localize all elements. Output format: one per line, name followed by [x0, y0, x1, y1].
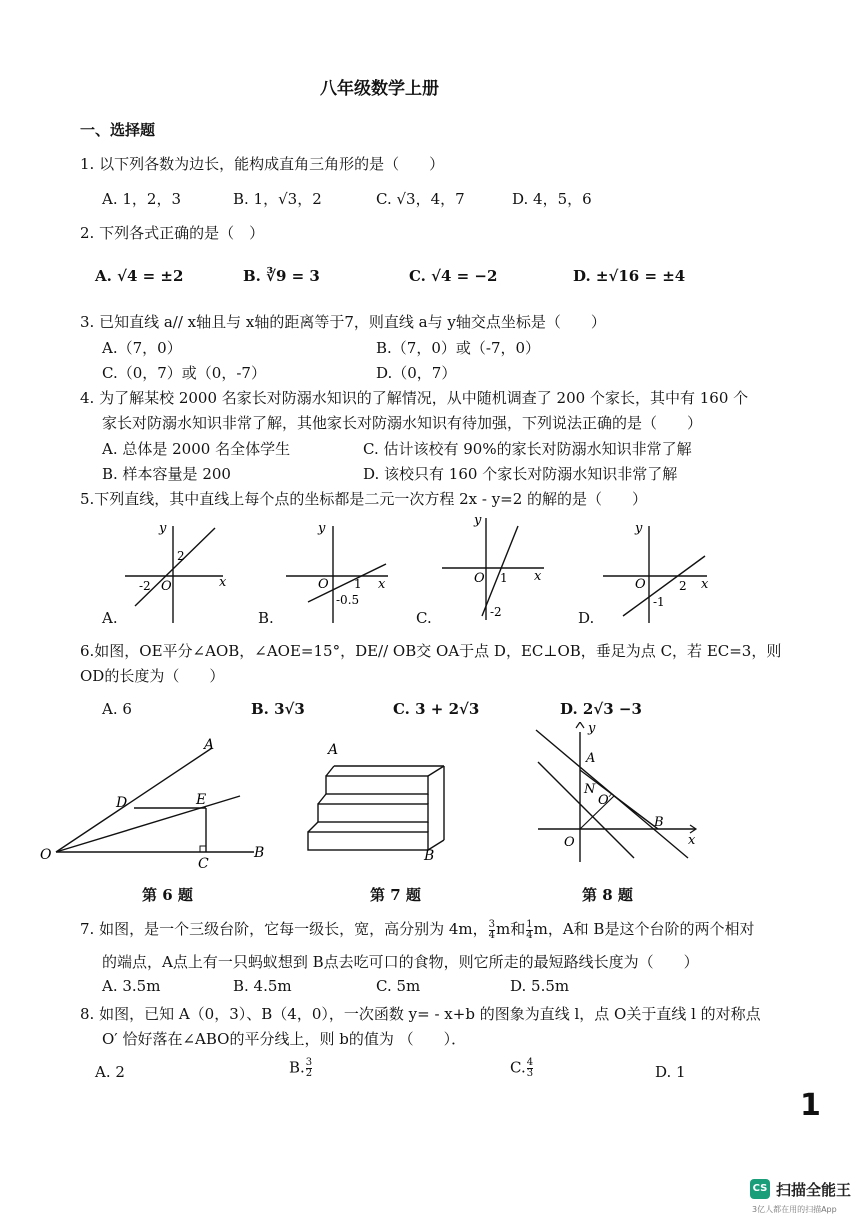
q2-option-b: B. ∛9 = 3	[243, 267, 320, 285]
fig6-label-b: B	[254, 845, 265, 861]
camscanner-logo-subtitle: 3亿人都在用的扫描App	[752, 1205, 837, 1214]
q4-option-b: B. 样本容量是 200	[102, 465, 231, 483]
graph-c-y-label: y	[474, 513, 482, 528]
graph-b-y-label: y	[318, 521, 326, 536]
question-4-stem-line1: 4. 为了解某校 2000 名家长对防溺水知识的了解情况，从中随机调查了 200 个家长，其中有 160 个	[80, 389, 749, 407]
q1-option-d: D. 4，5，6	[512, 190, 592, 208]
q7-option-d: D. 5.5m	[510, 977, 570, 995]
question-6-stem-line2: OD的长度为（ ）	[80, 667, 225, 685]
q7-frac1-num: 3	[488, 918, 495, 930]
q3-option-c: C.（0，7）或（0，-7）	[102, 364, 266, 382]
q1-option-c: C. √3，4，7	[376, 190, 465, 208]
q7-frac2-den: 4	[526, 929, 533, 941]
fig6-label-e: E	[196, 792, 207, 808]
q5-option-a: A.	[102, 609, 118, 627]
figure-8	[530, 722, 710, 872]
graph-c-origin: O	[474, 571, 485, 586]
q2-option-d: D. ±√16 = ±4	[573, 267, 686, 285]
figure-6	[36, 733, 276, 873]
figure-7	[300, 738, 460, 868]
question-5-stem: 5.下列直线，其中直线上每个点的坐标都是二元一次方程 2x - y=2 的解的是（ ）	[80, 490, 648, 508]
question-8-stem-line2: O′ 恰好落在∠ABO的平分线上，则 b的值为 （ ）．	[102, 1030, 467, 1048]
graph-a-x-label: x	[219, 575, 227, 590]
fig6-label-d: D	[116, 795, 128, 811]
q2-option-c: C. √4 = −2	[409, 267, 498, 285]
q7-option-b: B. 4.5m	[233, 977, 292, 995]
q5-graph-a	[115, 518, 235, 628]
fig8-label-x: x	[688, 833, 696, 848]
fig7-label-a: A	[328, 742, 339, 758]
graph-b-label-neg05: -0.5	[336, 593, 360, 607]
question-2-stem: 2. 下列各式正确的是（ ）	[80, 224, 265, 242]
q5-option-c: C.	[416, 609, 432, 627]
q7-frac1-den: 4	[488, 929, 495, 941]
q8-option-c-label: C.	[510, 1058, 526, 1077]
q7-fraction-1-4	[526, 920, 532, 941]
figure-8-caption: 第 8 题	[582, 886, 633, 904]
graph-b-x-label: x	[378, 577, 386, 592]
q6-option-d: D. 2√3 −3	[560, 700, 642, 718]
q1-option-b: B. 1，√3，2	[233, 190, 322, 208]
q7-option-c: C. 5m	[376, 977, 421, 995]
graph-d-origin: O	[635, 577, 646, 592]
fig8-label-b: B	[654, 815, 664, 830]
graph-d-x-label: x	[701, 577, 709, 592]
graph-d-y-label: y	[635, 521, 643, 536]
q6-option-c: C. 3 + 2√3	[393, 700, 480, 718]
q8-fraction-4-3	[527, 1058, 533, 1079]
q7-fraction-3-4	[489, 920, 495, 941]
q4-option-c: C. 估计该校有 90%的家长对防溺水知识非常了解	[363, 440, 692, 458]
q7-option-a: A. 3.5m	[102, 977, 161, 995]
q7-frac2-num: 1	[526, 918, 533, 930]
q3-option-b: B.（7，0）或（-7，0）	[376, 339, 541, 357]
figure-7-caption: 第 7 题	[370, 886, 421, 904]
q7-stem-part1: 7. 如图，是一个三级台阶，它每一级长，宽，高分别为 4m，	[80, 920, 488, 938]
fig7-label-b: B	[424, 848, 435, 864]
graph-a-origin: O	[161, 579, 172, 594]
q3-option-d: D.（0，7）	[376, 364, 457, 382]
q1-option-a: A. 1，2，3	[102, 190, 181, 208]
q8-c-den: 3	[526, 1068, 534, 1079]
question-1-stem: 1. 以下列各数为边长，能构成直角三角形的是（ ）	[80, 155, 445, 173]
q5-option-b: B.	[258, 609, 274, 627]
graph-a-label-neg2: -2	[139, 579, 151, 593]
question-4-stem-line2: 家长对防溺水知识非常了解，其他家长对防溺水知识有待加强，下列说法正确的是（ ）	[102, 414, 703, 432]
fig8-label-oprime: O′	[598, 793, 612, 808]
q8-fraction-3-2	[306, 1058, 312, 1079]
q5-option-d: D.	[578, 609, 595, 627]
page-number-mark: 1	[800, 1088, 821, 1123]
fig8-label-a: A	[586, 751, 596, 766]
fig8-label-o: O	[564, 835, 575, 850]
q8-c-num: 4	[526, 1057, 534, 1068]
q8-option-c	[510, 1058, 534, 1079]
q7-stem-part2: m和	[496, 920, 526, 938]
graph-b-label-1: 1	[354, 577, 362, 591]
graph-d-label-2: 2	[679, 579, 687, 593]
graph-d-label-neg1: -1	[653, 595, 665, 609]
question-7-stem-line1	[80, 918, 754, 941]
graph-c-x-label: x	[534, 569, 542, 584]
q5-graph-d	[597, 518, 717, 628]
fig8-label-n: N	[584, 782, 596, 797]
section-heading: 一、选择题	[80, 121, 156, 139]
figure-6-caption: 第 6 题	[142, 886, 193, 904]
q2-option-a: A. √4 = ±2	[95, 267, 184, 285]
q8-option-b	[289, 1058, 313, 1079]
question-6-stem-line1: 6.如图，OE平分∠AOB，∠AOE=15°，DE// OB交 OA于点 D，EC⊥OB，垂足为点 C，若 EC=3，则	[80, 642, 782, 660]
fig8-label-y: y	[588, 722, 596, 736]
graph-a-y-label: y	[159, 521, 167, 536]
q8-b-den: 2	[305, 1068, 313, 1079]
q3-option-a: A.（7，0）	[102, 339, 182, 357]
graph-b-origin: O	[318, 577, 329, 592]
graph-a-label-2: 2	[177, 549, 185, 563]
graph-c-label-neg2: -2	[490, 605, 502, 619]
question-3-stem: 3. 已知直线 a// x轴且与 x轴的距离等于7，则直线 a与 y轴交点坐标是（ ）	[80, 313, 606, 331]
q7-stem-part3: m，A和 B是这个台阶的两个相对	[533, 920, 755, 938]
question-7-stem-line2: 的端点，A点上有一只蚂蚁想到 B点去吃可口的食物，则它所走的最短路线长度为（ ）	[102, 953, 699, 971]
q8-option-a: A. 2	[95, 1063, 125, 1081]
q5-graph-b	[278, 518, 398, 628]
q8-option-d: D. 1	[655, 1063, 686, 1081]
q8-b-num: 3	[305, 1057, 313, 1068]
q4-option-d: D. 该校只有 160 个家长对防溺水知识非常了解	[363, 465, 678, 483]
q6-option-b: B. 3√3	[251, 700, 305, 718]
camscanner-logo-icon: CS	[750, 1179, 770, 1199]
page-title: 八年级数学上册	[320, 79, 439, 99]
camscanner-logo-text: 扫描全能王	[776, 1181, 852, 1199]
graph-c-label-1: 1	[500, 571, 508, 585]
fig6-label-c: C	[198, 856, 209, 872]
q6-option-a: A. 6	[102, 700, 132, 718]
fig6-label-a: A	[204, 737, 215, 753]
q5-graph-c	[436, 512, 556, 624]
q4-option-a: A. 总体是 2000 名全体学生	[102, 440, 291, 458]
q8-option-b-label: B.	[289, 1058, 305, 1077]
fig6-label-o: O	[40, 847, 52, 863]
question-8-stem-line1: 8. 如图，已知 A（0，3）、B（4，0），一次函数 y= - x+b 的图象为直线 l，点 O关于直线 l 的对称点	[80, 1005, 761, 1023]
